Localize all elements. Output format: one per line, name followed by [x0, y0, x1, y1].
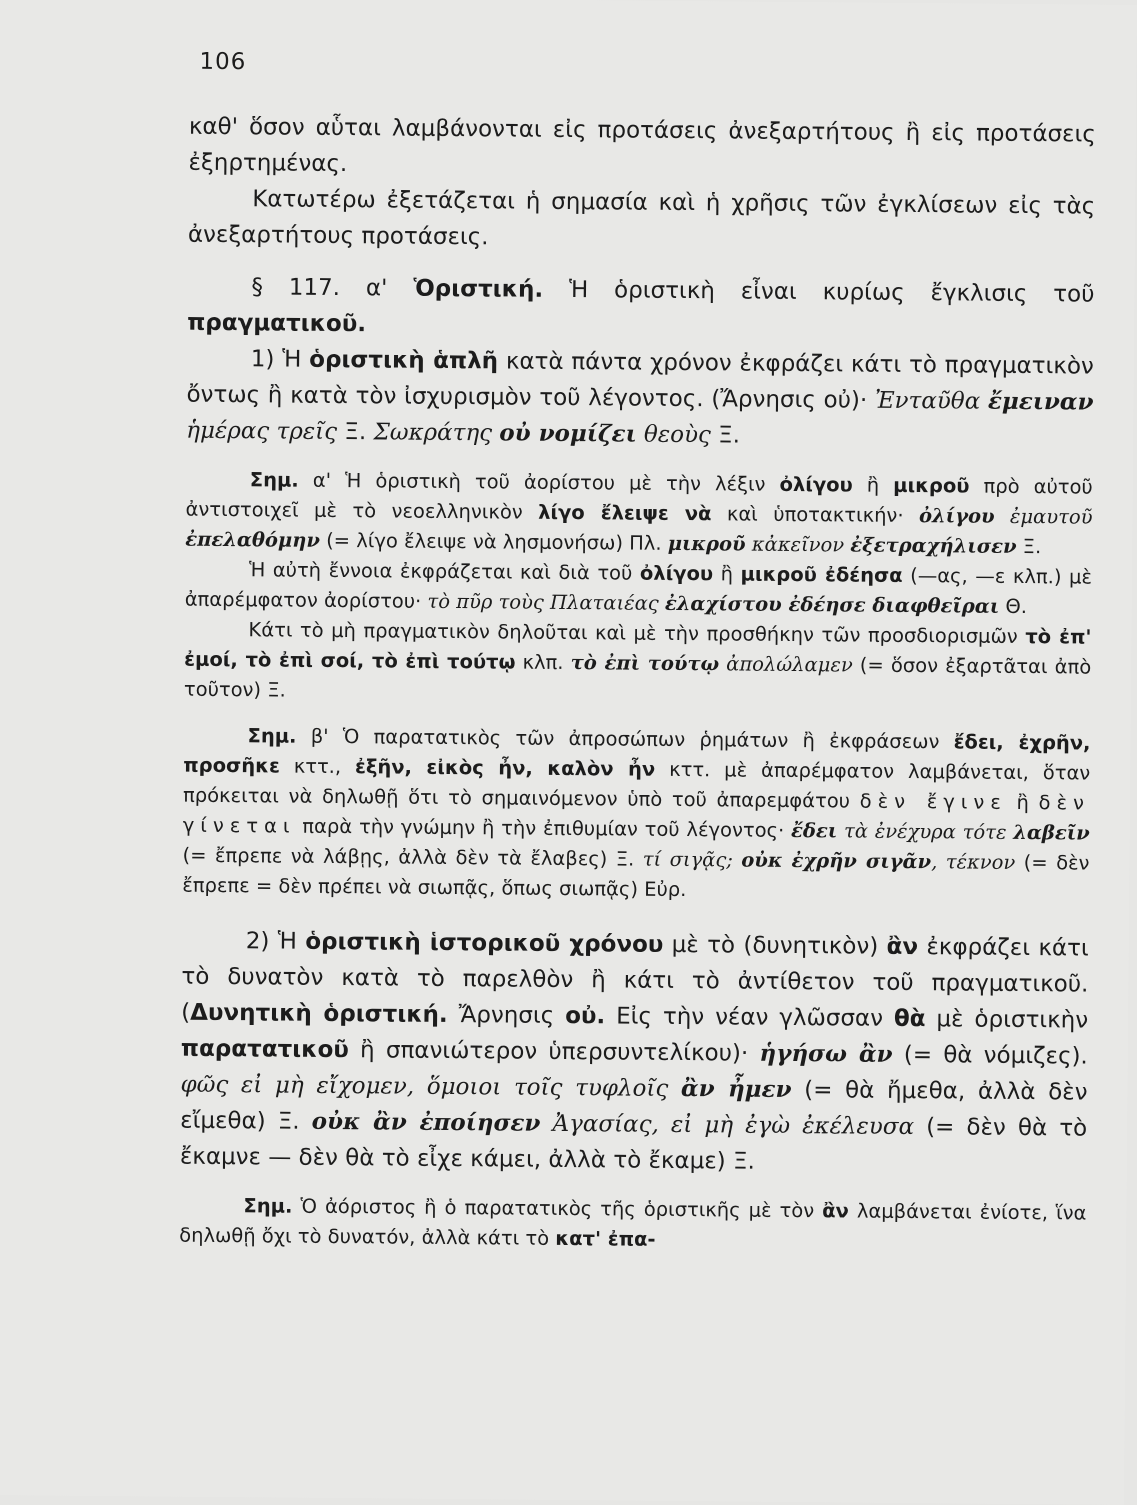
text-run: (= δὲν ἔπρεπε = δὲν πρέπει νὰ σιωπᾷς, ὅπως σιωπᾷς) Εὐρ. [182, 850, 1090, 902]
text-run: ἡγήσω ἂν [759, 1039, 893, 1068]
text-run: κλπ. [515, 650, 571, 675]
text-run: ἐπελαθόμην [185, 527, 321, 552]
text-run: ἐλαχίστου ἐδέησε διαφθεῖραι [664, 591, 1000, 618]
note-b [182, 721, 1091, 909]
text-run: ἢ σπανιώτερον ὑπερσυντελίκου)· [348, 1037, 760, 1067]
note-a [185, 465, 1093, 563]
text-run: ὀλίγου [779, 472, 853, 497]
text-run: ἂν ἦμεν [680, 1075, 792, 1103]
intro-paragraph [188, 109, 1096, 189]
text-run: ὁριστικὴ ἱστορικοῦ χρόνου [305, 928, 664, 958]
text-run: 1) Ἡ [250, 346, 310, 373]
text-run: λίγο ἔλειψε νὰ [538, 500, 712, 526]
text-run: Κάτι τὸ μὴ πραγματικὸν δηλοῦται καὶ μὲ τὴν προσθήκην τῶν προσδιορισμῶν [248, 618, 1026, 649]
text-run: τί σιγᾷς; [642, 847, 742, 872]
text-run: λαμβάνεται ἐνίοτε, ἵνα δηλωθῇ ὄχι τὸ δυνατόν, ἀλλὰ κάτι τὸ [179, 1199, 1087, 1250]
text-run: ἐμαυτοῦ [994, 504, 1093, 529]
text-run: (= θὰ ἤμεθα, ἀλλὰ δὲν εἴμεθα) Ξ. [180, 1076, 1088, 1135]
text-run: (—ας, —ε κλπ.) μὲ ἀπαρέμφατον ἀορίστου· [184, 563, 1093, 613]
text-run: Σημ. [247, 724, 297, 748]
text-run: ἂν [822, 1199, 849, 1223]
text-run: ἔδει [790, 818, 838, 843]
text-run: παρὰ τὴν γνώμην ἢ τὴν ἐπιθυμίαν τοῦ λέγοντος· [295, 814, 792, 842]
text-run: Ξ. [1016, 534, 1042, 559]
text-run: Ἀγασίας, εἰ μὴ ἐγὼ ἐκέλευσα [540, 1110, 915, 1141]
text-run: Ὁ ἀόριστος ἢ ὁ παρατατικὸς τῆς ὁριστικῆς μὲ τὸν [292, 1194, 823, 1223]
text-run: ἔδει, ἐχρῆν, προσῆκε [183, 730, 1091, 778]
text-run: δὲν γίνεται [182, 791, 1091, 838]
text-run: (= λίγο ἔλειψε νὰ λησμονήσω) Πλ. [319, 528, 668, 555]
text-run: ἢ [712, 562, 741, 586]
text-run: οὐκ ἂν ἐποίησεν [311, 1107, 541, 1137]
text-run: (= ἔπρεπε νὰ λάβῃς, ἀλλὰ δὲν τὰ ἔλαβες) Ξ. [182, 843, 643, 871]
text-run: καθ' ὅσον αὗται λαμβάνονται εἰς προτάσεις ἀνεξαρτήτους ἢ εἰς προτάσεις ἐξηρτημένας. [188, 113, 1096, 178]
text-run: ἐξετραχήλισεν [850, 533, 1017, 558]
text-run: 2) Ἡ [245, 928, 306, 955]
text-run: ἢ [1006, 790, 1039, 815]
text-run: ἂν [886, 933, 919, 961]
text-run: οὐ. [565, 1003, 606, 1030]
text-run: ἀπολώλαμεν [719, 652, 853, 677]
text-run: τὰ ἐνέχυρα τότε [837, 819, 1014, 844]
text-run: Ἐνταῦθα [874, 387, 989, 415]
text-run: κττ., [279, 754, 356, 779]
text-run: παρατατικοῦ [180, 1035, 350, 1064]
note-c [179, 1191, 1086, 1259]
text-run: μικροῦ ἐδέησα [740, 562, 903, 587]
text-run: οὐκ ἐχρῆν σιγᾶν [741, 848, 932, 874]
section-117-heading [187, 269, 1095, 349]
text-run: ὀλίγου [639, 561, 714, 586]
text-run: α' Ἡ ὁριστικὴ τοῦ ἀορίστου μὲ τὴν λέξιν [298, 468, 780, 496]
text-run: ἡμέρας τρεῖς [186, 417, 338, 445]
text-run: (= θὰ νόμιζες). [892, 1041, 1088, 1070]
text-run: Κατωτέρω ἐξετάζεται ἡ σημασία καὶ ἡ χρῆσις τῶν ἐγκλίσεων εἰς τὰς ἀνεξαρτήτους προτάσεις. [187, 186, 1096, 251]
text-run: (= ὅσον ἐξαρτᾶται ἀπὸ τοῦτον) Ξ. [183, 653, 1092, 702]
text-run: ἢ [852, 473, 894, 497]
text-run: , τέκνον [931, 850, 1016, 874]
text-run: Εἰς τὴν νέαν γλῶσσαν [605, 1003, 895, 1032]
text-run: μικροῦ [667, 531, 746, 556]
text-run: ὁριστικὴ ἁπλῆ [309, 346, 499, 375]
text-run: πρὸ αὐτοῦ ἀντιστοιχεῖ μὲ τὸ νεοελληνικὸν [185, 474, 1093, 524]
note-a-continued [185, 555, 1092, 623]
text-run: φῶς εἰ μὴ εἴχομεν, ὅμοιοι τοῖς τυφλοῖς [180, 1071, 682, 1103]
text-run: τὸ ἐπὶ τούτῳ [570, 651, 720, 676]
text-run: μὲ τὸ (δυνητικὸν) [663, 931, 887, 960]
text-run: Δυνητικὴ ὁριστική. [190, 999, 448, 1028]
text-run: κατὰ πάντα χρόνον ἐκφράζει κάτι τὸ πραγματικὸν ὄντως ἢ κατὰ τὸν ἰσχυρισμὸν τοῦ λέγοντος. (Ἄρνησις οὐ)· [186, 348, 1094, 414]
text-run: ἐκφράζει κάτι τὸ δυνατὸν κατὰ τὸ παρελθὸν ἢ κάτι τὸ ἀντίθετον τοῦ πραγματικοῦ. ( [181, 934, 1089, 1026]
text-run: δὲν ἔγινε [859, 789, 1007, 814]
text-run: τὸ πῦρ τοὺς Πλαταιέας [427, 589, 666, 615]
text-run: (= δὲν θὰ τὸ ἔκαμνε — δὲν θὰ τὸ εἶχε κάμει, ἀλλὰ τὸ ἔκαμε) Ξ. [179, 1114, 1088, 1175]
paragraph-below [188, 181, 1096, 261]
paragraph-1-simple-indicative [186, 341, 1094, 457]
text-run: § 117. α' [251, 274, 414, 302]
text-run: Ἄρνησις [447, 1001, 566, 1030]
text-run: Ξ. [336, 418, 374, 446]
text-run: Θ. [999, 594, 1028, 619]
text-run: Σημ. [249, 468, 299, 492]
text-run: β' Ὁ παρατατικὸς τῶν ἀπροσώπων ῥημάτων ἢ ἐκφράσεων [296, 724, 954, 754]
text-run: κττ. μὲ ἀπαρέμφατον λαμβάνεται, ὅταν πρόκειται νὰ δηλωθῇ ὅτι τὸ σημαινόμενον ὑπὸ τοῦ ἀπαρεμφάτου [182, 757, 1091, 813]
text-run: Ἡ ὁριστικὴ εἶναι κυρίως ἔγκλισις τοῦ [543, 276, 1095, 308]
text-run: οὐ νομίζει [499, 419, 637, 448]
text-run: μικροῦ [893, 473, 970, 498]
text-run: Σωκράτης [373, 419, 500, 447]
text-run: Ὁριστική. [413, 275, 544, 303]
text-run: πραγματικοῦ. [187, 309, 367, 338]
text-run: κατ' ἐπα- [555, 1226, 656, 1251]
paragraph-2-historic-indicative [180, 923, 1089, 1183]
text-run: μὲ ὁριστικὴν [925, 1006, 1089, 1034]
text-run: ἐξῆν, εἰκὸς ἦν, καλὸν ἦν [354, 755, 656, 781]
text-run: τὸ ἐπ' ἐμοί, τὸ ἐπὶ σοί, τὸ ἐπὶ τούτῳ [184, 625, 1092, 674]
text-run: Ξ. [710, 422, 741, 449]
text-run: καὶ ὑποτακτικήν· [711, 502, 920, 528]
text-run: ὀλίγου [918, 504, 995, 528]
text-run: Ἡ αὐτὴ ἔννοια ἐκφράζεται καὶ διὰ τοῦ [248, 558, 640, 585]
text-run: θὰ [893, 1005, 926, 1033]
note-a-unreal [184, 615, 1092, 713]
text-run: θεοὺς [636, 421, 711, 449]
text-run: κἀκεῖνον [745, 532, 851, 557]
text-run: ἔμειναν [987, 387, 1094, 416]
text-run: Σημ. [243, 1194, 293, 1218]
page-number: 106 [199, 48, 247, 76]
text-run: λαβεῖν [1013, 820, 1090, 845]
